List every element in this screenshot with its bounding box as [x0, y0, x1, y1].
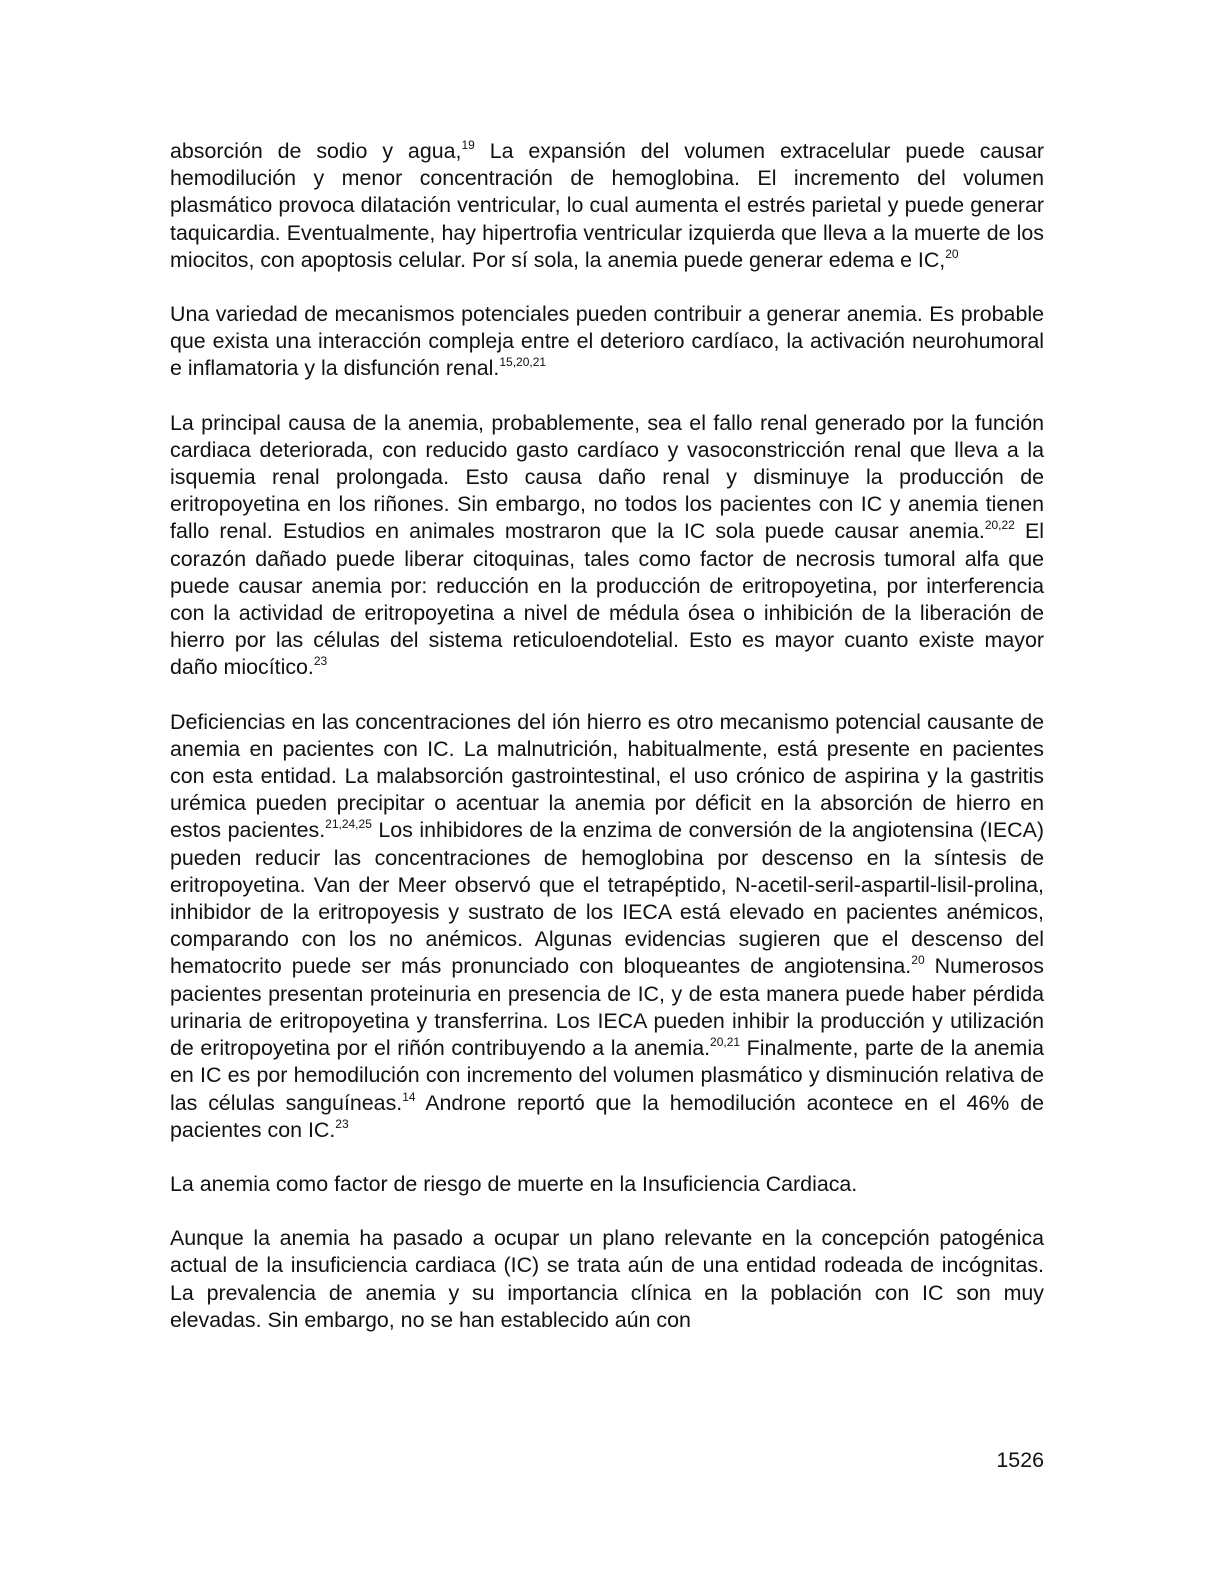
paragraph-pathophysiology	[170, 138, 1044, 274]
paragraph-text: Androne reportó que la hemodilución acontece en el 46% de pacientes con IC.	[170, 1090, 1044, 1142]
paragraph-text: Una variedad de mecanismos potenciales pueden contribuir a generar anemia. Es probable que exista una interacción compleja entre el deterioro cardíaco, la activación neurohumoral e inflamatoria y la disfunción renal.	[170, 302, 1044, 381]
citation-superscript: 23	[313, 654, 328, 669]
paragraph-text: Los inhibidores de la enzima de conversión de la angiotensina (IECA) pueden reducir las concentraciones de hemoglobina por descenso en la síntesis de eritropoyetina. Van der Meer observó que el tetrapéptido, N-acetil-seril-aspartil-lisil-prolina, inhibidor de la eritropoyesis y sustrato de los IECA está elevado en pacientes anémicos, comparando con los no anémicos. Algunas evidencias sugieren que el descenso del hematocrito puede ser más pronunciado con bloqueantes de angiotensina.	[170, 818, 1044, 979]
paragraph-text: La expansión del volumen extracelular puede causar hemodilución y menor concentración de hemoglobina. El incremento del volumen plasmático provoca dilatación ventricular, lo cual aumenta el estrés parietal y puede generar taquicardia. Eventualmente, hay hipertrofia ventricular izquierda que lleva a la muerte de los miocitos, con apoptosis celular. Por sí sola, la anemia puede generar edema e IC,	[170, 139, 1044, 272]
page-number: 1526	[996, 1448, 1044, 1472]
citation-superscript: 20	[911, 953, 925, 968]
paragraph-mechanisms	[170, 301, 1044, 383]
paragraph-text: Numerosos pacientes presentan proteinuria en presencia de IC, y de esta manera puede haber pérdida urinaria de eritropoyetina y transferrina. Los IECA pueden inhibir la producción y utilización de eritropoyetina por el riñón contribuyendo a la anemia.	[170, 954, 1044, 1061]
paragraph-renal-failure	[170, 410, 1044, 682]
paragraph-text: El corazón dañado puede liberar citoquinas, tales como factor de necrosis tumoral alfa que puede causar anemia por: reducción en la producción de eritropoyetina, por interferencia con la actividad de eritropoyetina a nivel de médula ósea o inhibición de la liberación de hierro por las células del sistema reticuloendotelial. Esto es mayor cuanto existe mayor daño miocítico.	[170, 519, 1044, 680]
paragraph-text: Deficiencias en las concentraciones del ión hierro es otro mecanismo potencial causante de anemia en pacientes con IC. La malnutrición, habitualmente, está presente en pacientes con esta entidad. La malabsorción gastrointestinal, el uso crónico de aspirina y la gastritis urémica pueden precipitar o acentuar la anemia por déficit en la absorción de hierro en estos pacientes.	[170, 709, 1044, 843]
document-body	[170, 138, 1044, 1334]
paragraph-text: La principal causa de la anemia, probablemente, sea el fallo renal generado por la función cardiaca deteriorada, con reducido gasto cardíaco y vasoconstricción renal que lleva a la isquemia renal prolongada. Esto causa daño renal y disminuye la producción de eritropoyetina en los riñones. Sin embargo, no todos los pacientes con IC y anemia tienen fallo renal. Estudios en animales mostraron que la IC sola puede causar anemia.	[170, 410, 1044, 544]
citation-superscript: 20,22	[984, 518, 1015, 533]
citation-superscript: 15,20,21	[499, 355, 547, 370]
citation-superscript: 14	[402, 1089, 416, 1104]
paragraph-text: absorción de sodio y agua,	[170, 139, 462, 163]
citation-superscript: 20,21	[710, 1035, 741, 1050]
paragraph-iron-deficiency	[170, 709, 1044, 1144]
citation-superscript: 23	[335, 1116, 349, 1131]
citation-superscript: 19	[461, 138, 475, 152]
citation-superscript: 20	[945, 246, 959, 261]
citation-superscript: 21,24,25	[325, 817, 372, 832]
paragraph-risk-factor: Aunque la anemia ha pasado a ocupar un plano relevante en la concepción patogénica actual de la insuficiencia cardiaca (IC) se trata aún de una entidad rodeada de incógnitas. La prevalencia de anemia y su importancia clínica en la población con IC son muy elevadas. Sin embargo, no se han establecido aún con	[170, 1226, 1044, 1332]
section-heading: La anemia como factor de riesgo de muerte en la Insuficiencia Cardiaca.	[170, 1171, 858, 1196]
paragraph-text: Finalmente, parte de la anemia en IC es por hemodilución con incremento del volumen plasmático y disminución relativa de las células sanguíneas.	[170, 1036, 1044, 1115]
